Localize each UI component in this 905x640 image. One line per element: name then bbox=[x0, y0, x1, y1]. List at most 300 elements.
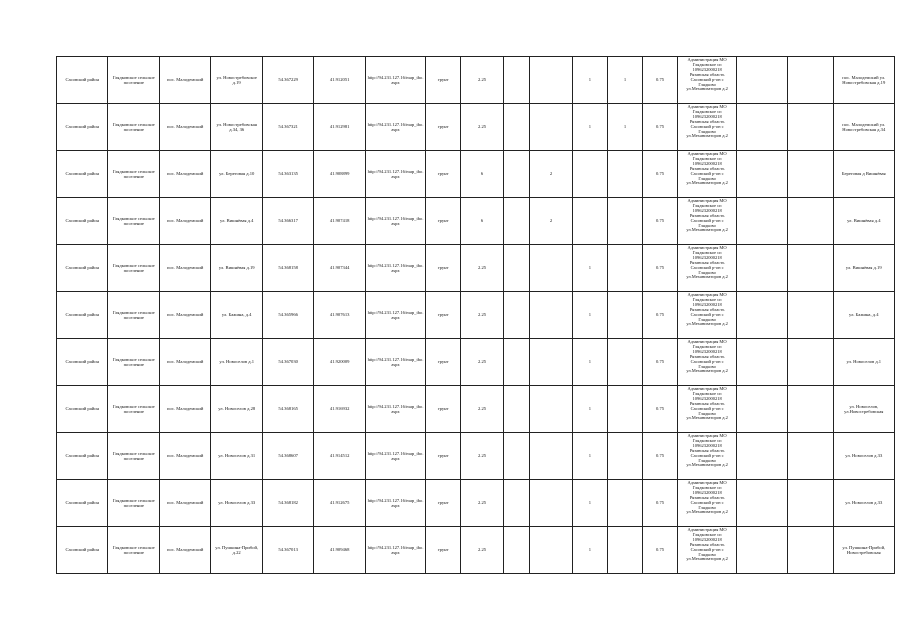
cell-surface: грунт bbox=[426, 57, 461, 104]
owner-line: Администрация МО bbox=[687, 58, 727, 62]
cell-area: 2.25 bbox=[461, 57, 504, 104]
owner-line: ул.Механизаторов д.2 bbox=[686, 415, 728, 421]
owner-line: Рязанская область bbox=[689, 71, 725, 77]
cell-locality: пос. Малодемский bbox=[159, 245, 210, 292]
owner-line: Глядковское сп bbox=[692, 202, 722, 208]
cell-empty bbox=[787, 433, 833, 480]
cell-lat: 54.367013 bbox=[262, 527, 313, 574]
cell-surface: грунт bbox=[426, 104, 461, 151]
cell-empty bbox=[503, 151, 529, 198]
cell-c2: 1 bbox=[572, 527, 607, 574]
cell-empty bbox=[787, 480, 833, 527]
owner-line: Глядковское сп bbox=[692, 484, 722, 490]
cell-lat: 54.366317 bbox=[262, 198, 313, 245]
cell-lat: 54.363135 bbox=[262, 151, 313, 198]
cell-served: ул. Новоселов д.33 bbox=[833, 480, 894, 527]
cell-c2: 1 bbox=[572, 386, 607, 433]
table-row bbox=[57, 198, 895, 245]
cell-served: ул. Новоселов д.33 bbox=[833, 433, 894, 480]
cell-locality: пос. Малодемский bbox=[159, 198, 210, 245]
cell-district: Сасовский район bbox=[57, 104, 108, 151]
owner-line: Глядковское сп bbox=[692, 437, 722, 443]
cell-district: Сасовский район bbox=[57, 245, 108, 292]
cell-area: 2.25 bbox=[461, 527, 504, 574]
cell-map-url: http://94.231.127.16/map_tbo.aspx bbox=[365, 151, 425, 198]
cell-settlement: Глядковское сельское поселение bbox=[108, 292, 159, 339]
cell-owner bbox=[678, 245, 737, 292]
cell-map-url: http://94.231.127.16/map_tbo.aspx bbox=[365, 245, 425, 292]
owner-line: ул.Механизаторов д.2 bbox=[686, 180, 728, 186]
cell-empty bbox=[737, 104, 787, 151]
cell-volume: 0.75 bbox=[643, 527, 678, 574]
cell-c2: 1 bbox=[572, 339, 607, 386]
cell-empty bbox=[787, 151, 833, 198]
cell-lon: 41.907613 bbox=[314, 292, 365, 339]
cell-lon: 41.916932 bbox=[314, 386, 365, 433]
cell-surface: грунт bbox=[426, 339, 461, 386]
owner-line: Администрация МО bbox=[687, 340, 727, 344]
cell-volume: 0.75 bbox=[643, 480, 678, 527]
cell-volume: 0.75 bbox=[643, 292, 678, 339]
owner-line: Администрация МО bbox=[687, 199, 727, 203]
cell-street: ул. Новоселов д.1 bbox=[211, 339, 262, 386]
owner-line: Глядковское сп bbox=[692, 108, 722, 114]
cell-owner bbox=[678, 198, 737, 245]
owner-line: Глядковское сп bbox=[692, 531, 722, 537]
owner-line: Рязанская область bbox=[689, 447, 725, 453]
cell-c1 bbox=[530, 245, 573, 292]
owner-line: Администрация МО bbox=[687, 387, 727, 391]
cell-empty bbox=[737, 245, 787, 292]
cell-locality: пос. Малодемский bbox=[159, 292, 210, 339]
owner-line: Рязанская область bbox=[689, 494, 725, 500]
owner-text bbox=[679, 434, 735, 478]
cell-empty bbox=[737, 433, 787, 480]
cell-c3 bbox=[607, 292, 642, 339]
cell-area: 2.25 bbox=[461, 104, 504, 151]
cell-street: ул. Вишнёвая д.19 bbox=[211, 245, 262, 292]
table-row bbox=[57, 339, 895, 386]
owner-line: Рязанская область bbox=[689, 353, 725, 359]
cell-map-url: http://94.231.127.16/map_tbo.aspx bbox=[365, 433, 425, 480]
cell-empty bbox=[503, 480, 529, 527]
cell-empty bbox=[787, 292, 833, 339]
cell-surface: грунт bbox=[426, 386, 461, 433]
cell-c3 bbox=[607, 198, 642, 245]
owner-line: Глядковское сп bbox=[692, 155, 722, 161]
owner-line: ул.Механизаторов д.2 bbox=[686, 227, 728, 233]
cell-c3 bbox=[607, 527, 642, 574]
owner-line: Глядково bbox=[698, 504, 716, 510]
cell-area: 2.25 bbox=[461, 292, 504, 339]
cell-area: 2.25 bbox=[461, 339, 504, 386]
cell-settlement: Глядковское сельское поселение bbox=[108, 57, 159, 104]
cell-c2: 1 bbox=[572, 433, 607, 480]
cell-area: 2.25 bbox=[461, 245, 504, 292]
cell-owner bbox=[678, 480, 737, 527]
cell-district: Сасовский район bbox=[57, 57, 108, 104]
cell-locality: пос. Малодемский bbox=[159, 339, 210, 386]
cell-c1 bbox=[530, 527, 573, 574]
cell-c1 bbox=[530, 292, 573, 339]
owner-line: Глядково bbox=[698, 175, 716, 181]
cell-volume: 0.75 bbox=[643, 386, 678, 433]
owner-line: ул.Механизаторов д.2 bbox=[686, 321, 728, 327]
table-row bbox=[57, 433, 895, 480]
owner-line: ул.Механизаторов д.2 bbox=[686, 556, 728, 562]
register-sheet bbox=[56, 56, 895, 574]
cell-owner bbox=[678, 386, 737, 433]
owner-line: Сасовский р-он с bbox=[690, 311, 724, 317]
table-row bbox=[57, 527, 895, 574]
owner-text bbox=[679, 246, 735, 290]
cell-settlement: Глядковское сельское поселение bbox=[108, 245, 159, 292]
cell-c2: 1 bbox=[572, 57, 607, 104]
cell-district: Сасовский район bbox=[57, 198, 108, 245]
owner-line: Рязанская область bbox=[689, 165, 725, 171]
owner-text bbox=[679, 293, 735, 337]
cell-settlement: Глядковское сельское поселение bbox=[108, 386, 159, 433]
cell-street: ул. Вишнёвая д.4 bbox=[211, 198, 262, 245]
cell-lat: 54.367030 bbox=[262, 339, 313, 386]
cell-surface: грунт bbox=[426, 433, 461, 480]
cell-c1: 2 bbox=[530, 151, 573, 198]
owner-text bbox=[679, 58, 735, 102]
cell-district: Сасовский район bbox=[57, 386, 108, 433]
cell-street: ул. Береговая д.10 bbox=[211, 151, 262, 198]
owner-line: Рязанская область bbox=[689, 118, 725, 124]
owner-line: Глядково bbox=[698, 81, 716, 87]
owner-line: Сасовский р-он с bbox=[690, 499, 724, 505]
cell-served: Береговая д Вишнёвая bbox=[833, 151, 894, 198]
cell-c1 bbox=[530, 480, 573, 527]
cell-map-url: http://94.231.127.16/map_tbo.aspx bbox=[365, 198, 425, 245]
cell-settlement: Глядковское сельское поселение bbox=[108, 527, 159, 574]
cell-surface: грунт bbox=[426, 198, 461, 245]
cell-c1 bbox=[530, 386, 573, 433]
waste-sites-table bbox=[56, 56, 895, 574]
owner-line: Рязанская область bbox=[689, 541, 725, 547]
cell-settlement: Глядковское сельское поселение bbox=[108, 104, 159, 151]
cell-volume: 0.75 bbox=[643, 433, 678, 480]
owner-line: 1096232000218 bbox=[692, 536, 722, 542]
cell-street: ул. Новостребовская д.34, 36 bbox=[211, 104, 262, 151]
owner-line: Сасовский р-он с bbox=[690, 217, 724, 223]
cell-settlement: Глядковское сельское поселение bbox=[108, 339, 159, 386]
owner-line: 1096232000218 bbox=[692, 113, 722, 119]
owner-line: 1096232000218 bbox=[692, 348, 722, 354]
table-row bbox=[57, 151, 895, 198]
cell-area: 2.25 bbox=[461, 386, 504, 433]
cell-district: Сасовский район bbox=[57, 433, 108, 480]
owner-line: Глядковское сп bbox=[692, 249, 722, 255]
cell-c3 bbox=[607, 480, 642, 527]
cell-street: ул. Бажина, д.4 bbox=[211, 292, 262, 339]
cell-volume: 0.75 bbox=[643, 104, 678, 151]
owner-text bbox=[679, 387, 735, 431]
owner-line: Администрация МО bbox=[687, 481, 727, 485]
cell-map-url: http://94.231.127.16/map_tbo.aspx bbox=[365, 339, 425, 386]
cell-volume: 0.75 bbox=[643, 151, 678, 198]
table-row bbox=[57, 292, 895, 339]
cell-empty bbox=[737, 292, 787, 339]
owner-line: Глядково bbox=[698, 128, 716, 134]
cell-locality: пос. Малодемский bbox=[159, 57, 210, 104]
owner-line: Глядковское сп bbox=[692, 296, 722, 302]
cell-lon: 41.912675 bbox=[314, 480, 365, 527]
cell-served: ул. Новоселов, ул.Новостребовская bbox=[833, 386, 894, 433]
cell-surface: грунт bbox=[426, 527, 461, 574]
cell-volume: 0.75 bbox=[643, 245, 678, 292]
cell-lon: 41.912051 bbox=[314, 57, 365, 104]
cell-served: ул. Вишнёвая д.19 bbox=[833, 245, 894, 292]
table-row bbox=[57, 386, 895, 433]
owner-line: Администрация МО bbox=[687, 434, 727, 438]
cell-c1 bbox=[530, 57, 573, 104]
cell-lat: 54.368158 bbox=[262, 245, 313, 292]
cell-served: пос. Малодемский ул. Новостребовская д.19 bbox=[833, 57, 894, 104]
cell-owner bbox=[678, 433, 737, 480]
cell-lon: 41.909468 bbox=[314, 527, 365, 574]
owner-line: 1096232000218 bbox=[692, 207, 722, 213]
cell-street: ул. Новоселов д.28 bbox=[211, 386, 262, 433]
cell-c3 bbox=[607, 339, 642, 386]
cell-owner bbox=[678, 339, 737, 386]
cell-area: 6 bbox=[461, 151, 504, 198]
cell-district: Сасовский район bbox=[57, 292, 108, 339]
owner-line: 1096232000218 bbox=[692, 160, 722, 166]
cell-c2: 1 bbox=[572, 292, 607, 339]
cell-empty bbox=[503, 433, 529, 480]
cell-volume: 0.75 bbox=[643, 198, 678, 245]
owner-line: ул.Механизаторов д.2 bbox=[686, 462, 728, 468]
owner-line: Сасовский р-он с bbox=[690, 358, 724, 364]
cell-served: пос. Малодемский ул. Новостребовская д.34 bbox=[833, 104, 894, 151]
cell-c3 bbox=[607, 245, 642, 292]
owner-line: Администрация МО bbox=[687, 528, 727, 532]
owner-text bbox=[679, 481, 735, 525]
cell-c3: 1 bbox=[607, 104, 642, 151]
cell-empty bbox=[737, 151, 787, 198]
cell-c3 bbox=[607, 151, 642, 198]
cell-district: Сасовский район bbox=[57, 151, 108, 198]
cell-c1: 2 bbox=[530, 198, 573, 245]
owner-line: Рязанская область bbox=[689, 306, 725, 312]
cell-area: 2.25 bbox=[461, 480, 504, 527]
owner-line: Сасовский р-он с bbox=[690, 546, 724, 552]
cell-locality: пос. Малодемский bbox=[159, 480, 210, 527]
cell-empty bbox=[787, 198, 833, 245]
cell-c3 bbox=[607, 433, 642, 480]
cell-served: ул. Пушкина-Прибой, Новостребовская bbox=[833, 527, 894, 574]
cell-empty bbox=[503, 386, 529, 433]
cell-c2: 1 bbox=[572, 245, 607, 292]
cell-empty bbox=[503, 527, 529, 574]
owner-line: ул.Механизаторов д.2 bbox=[686, 509, 728, 515]
owner-line: Глядково bbox=[698, 410, 716, 416]
cell-empty bbox=[787, 339, 833, 386]
cell-locality: пос. Малодемский bbox=[159, 433, 210, 480]
cell-empty bbox=[503, 198, 529, 245]
cell-street: ул. Новоселов д.33 bbox=[211, 480, 262, 527]
table-row bbox=[57, 245, 895, 292]
cell-lon: 41.907344 bbox=[314, 245, 365, 292]
owner-text bbox=[679, 199, 735, 243]
owner-line: Глядково bbox=[698, 457, 716, 463]
table-row bbox=[57, 57, 895, 104]
cell-settlement: Глядковское сельское поселение bbox=[108, 151, 159, 198]
cell-district: Сасовский район bbox=[57, 480, 108, 527]
cell-lon: 41.914512 bbox=[314, 433, 365, 480]
cell-served: ул. Новоселов д.1 bbox=[833, 339, 894, 386]
cell-lat: 54.368182 bbox=[262, 480, 313, 527]
cell-map-url: http://94.231.127.16/map_tbo.aspx bbox=[365, 386, 425, 433]
cell-surface: грунт bbox=[426, 245, 461, 292]
owner-line: Администрация МО bbox=[687, 152, 727, 156]
cell-empty bbox=[737, 198, 787, 245]
cell-empty bbox=[737, 339, 787, 386]
cell-empty bbox=[503, 57, 529, 104]
cell-settlement: Глядковское сельское поселение bbox=[108, 433, 159, 480]
cell-lat: 54.368607 bbox=[262, 433, 313, 480]
owner-line: Сасовский р-он с bbox=[690, 452, 724, 458]
owner-line: Глядковское сп bbox=[692, 390, 722, 396]
owner-line: Администрация МО bbox=[687, 293, 727, 297]
cell-served: ул. Вишнёвая д.4 bbox=[833, 198, 894, 245]
cell-c2 bbox=[572, 151, 607, 198]
owner-text bbox=[679, 152, 735, 196]
cell-lon: 41.907418 bbox=[314, 198, 365, 245]
owner-line: Глядково bbox=[698, 363, 716, 369]
owner-text bbox=[679, 340, 735, 384]
cell-area: 6 bbox=[461, 198, 504, 245]
cell-empty bbox=[737, 57, 787, 104]
cell-c3: 1 bbox=[607, 57, 642, 104]
cell-empty bbox=[737, 527, 787, 574]
cell-owner bbox=[678, 292, 737, 339]
cell-surface: грунт bbox=[426, 292, 461, 339]
cell-empty bbox=[787, 386, 833, 433]
owner-line: 1096232000218 bbox=[692, 442, 722, 448]
table-body bbox=[57, 57, 895, 574]
owner-line: Сасовский р-он с bbox=[690, 170, 724, 176]
cell-map-url: http://94.231.127.16/map_tbo.aspx bbox=[365, 527, 425, 574]
owner-line: ул.Механизаторов д.2 bbox=[686, 133, 728, 139]
cell-c2: 1 bbox=[572, 480, 607, 527]
owner-line: 1096232000218 bbox=[692, 66, 722, 72]
cell-street: ул. Новостребовское д.19 bbox=[211, 57, 262, 104]
owner-line: 1096232000218 bbox=[692, 489, 722, 495]
cell-c2 bbox=[572, 198, 607, 245]
owner-line: ул.Механизаторов д.2 bbox=[686, 274, 728, 280]
owner-line: Рязанская область bbox=[689, 212, 725, 218]
cell-locality: пос. Малодемский bbox=[159, 104, 210, 151]
cell-lat: 54.367229 bbox=[262, 57, 313, 104]
cell-owner bbox=[678, 57, 737, 104]
owner-line: 1096232000218 bbox=[692, 301, 722, 307]
cell-map-url: http://94.231.127.16/map_tbo.aspx bbox=[365, 480, 425, 527]
owner-line: 1096232000218 bbox=[692, 395, 722, 401]
owner-line: Сасовский р-он с bbox=[690, 123, 724, 129]
owner-line: Администрация МО bbox=[687, 105, 727, 109]
cell-lat: 54.365966 bbox=[262, 292, 313, 339]
owner-line: ул.Механизаторов д.2 bbox=[686, 368, 728, 374]
cell-locality: пос. Малодемский bbox=[159, 151, 210, 198]
cell-locality: пос. Малодемский bbox=[159, 386, 210, 433]
cell-empty bbox=[787, 104, 833, 151]
cell-c1 bbox=[530, 433, 573, 480]
owner-text bbox=[679, 528, 735, 572]
cell-empty bbox=[503, 339, 529, 386]
owner-line: Глядково bbox=[698, 269, 716, 275]
cell-volume: 0.75 bbox=[643, 57, 678, 104]
cell-street: ул. Пушкина-Прибой, д.22 bbox=[211, 527, 262, 574]
cell-surface: грунт bbox=[426, 480, 461, 527]
cell-map-url: http://94.231.127.16/map_tbo.aspx bbox=[365, 104, 425, 151]
owner-line: Глядковское сп bbox=[692, 61, 722, 67]
owner-line: 1096232000218 bbox=[692, 254, 722, 260]
cell-area: 2.25 bbox=[461, 433, 504, 480]
cell-c3 bbox=[607, 386, 642, 433]
cell-lat: 54.367321 bbox=[262, 104, 313, 151]
cell-owner bbox=[678, 151, 737, 198]
cell-empty bbox=[787, 527, 833, 574]
cell-owner bbox=[678, 104, 737, 151]
cell-empty bbox=[503, 104, 529, 151]
cell-empty bbox=[787, 57, 833, 104]
owner-line: Сасовский р-он с bbox=[690, 264, 724, 270]
cell-settlement: Глядковское сельское поселение bbox=[108, 198, 159, 245]
cell-c2: 1 bbox=[572, 104, 607, 151]
owner-line: Глядково bbox=[698, 222, 716, 228]
cell-surface: грунт bbox=[426, 151, 461, 198]
cell-c1 bbox=[530, 104, 573, 151]
cell-street: ул. Новоселов д.31 bbox=[211, 433, 262, 480]
cell-empty bbox=[503, 245, 529, 292]
cell-map-url: http://94.231.127.16/map_tbo.aspx bbox=[365, 57, 425, 104]
owner-line: Рязанская область bbox=[689, 400, 725, 406]
owner-line: ул.Механизаторов д.2 bbox=[686, 86, 728, 92]
owner-line: Рязанская область bbox=[689, 259, 725, 265]
owner-line: Администрация МО bbox=[687, 246, 727, 250]
cell-empty bbox=[737, 386, 787, 433]
cell-lat: 54.368165 bbox=[262, 386, 313, 433]
cell-volume: 0.75 bbox=[643, 339, 678, 386]
cell-map-url: http://94.231.127.16/map_tbo.aspx bbox=[365, 292, 425, 339]
cell-locality: пос. Малодемский bbox=[159, 527, 210, 574]
cell-lon: 41.908899 bbox=[314, 151, 365, 198]
cell-district: Сасовский район bbox=[57, 339, 108, 386]
cell-owner bbox=[678, 527, 737, 574]
owner-line: Глядковское сп bbox=[692, 343, 722, 349]
cell-served: ул. Бажина, д.4 bbox=[833, 292, 894, 339]
table-row bbox=[57, 104, 895, 151]
cell-lon: 41.920009 bbox=[314, 339, 365, 386]
owner-line: Глядково bbox=[698, 316, 716, 322]
owner-line: Глядково bbox=[698, 551, 716, 557]
owner-line: Сасовский р-он с bbox=[690, 405, 724, 411]
cell-settlement: Глядковское сельское поселение bbox=[108, 480, 159, 527]
cell-empty bbox=[737, 480, 787, 527]
cell-empty bbox=[503, 292, 529, 339]
cell-lon: 41.912981 bbox=[314, 104, 365, 151]
table-row bbox=[57, 480, 895, 527]
cell-c1 bbox=[530, 339, 573, 386]
cell-empty bbox=[787, 245, 833, 292]
owner-line: Сасовский р-он с bbox=[690, 76, 724, 82]
cell-district: Сасовский район bbox=[57, 527, 108, 574]
owner-text bbox=[679, 105, 735, 149]
